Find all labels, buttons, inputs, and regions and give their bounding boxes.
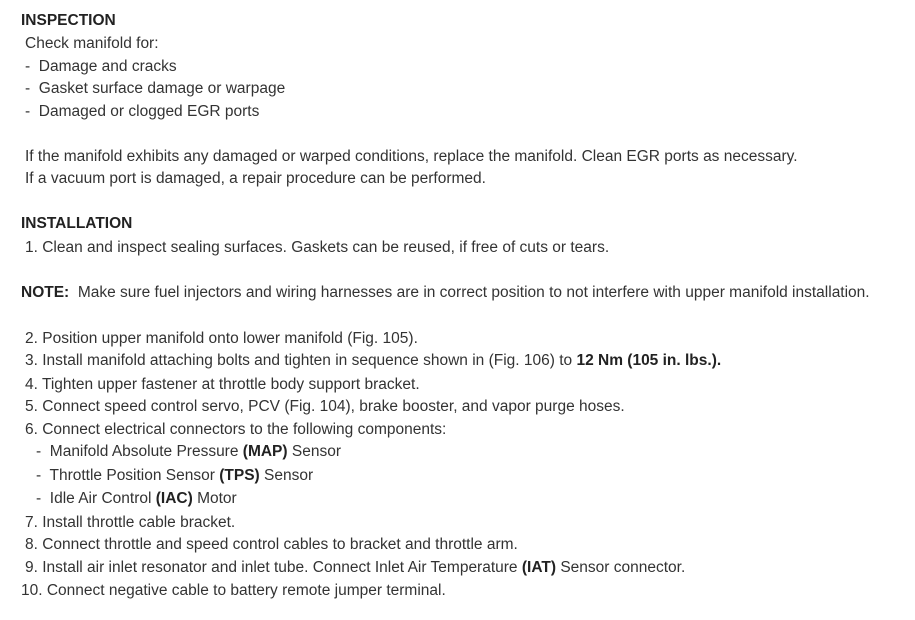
step-3-text: 3. Install manifold attaching bolts and tighten in sequence shown in (Fig. 106) to xyxy=(25,352,577,369)
component-suffix: Motor xyxy=(192,490,237,507)
note-label: NOTE: xyxy=(21,284,70,301)
inspection-paragraph-2: If a vacuum port is damaged, a repair procedure can be performed. xyxy=(25,170,486,187)
inspection-item: - Gasket surface damage or warpage xyxy=(25,80,286,97)
installation-step-3 xyxy=(25,350,721,372)
component-item: - Throttle Position Sensor (TPS) Sensor xyxy=(36,467,314,484)
installation-step-4: 4. Tighten upper fastener at throttle body support bracket. xyxy=(25,376,420,393)
component-item: - Idle Air Control (IAC) Motor xyxy=(36,490,237,507)
installation-step-9 xyxy=(25,557,685,579)
component-abbr: (TPS) xyxy=(219,467,260,484)
installation-note xyxy=(21,282,870,304)
installation-step-7: 7. Install throttle cable bracket. xyxy=(25,514,236,531)
inspection-item-text: Damaged or clogged EGR ports xyxy=(38,103,260,120)
note-text: Make sure fuel injectors and wiring harnesses are in correct position to not interfere with upper manifold installation. xyxy=(77,284,870,301)
torque-spec: 12 Nm (105 in. lbs.). xyxy=(576,352,722,369)
installation-step-1: 1. Clean and inspect sealing surfaces. Gaskets can be reused, if free of cuts or tears. xyxy=(25,239,610,256)
component-abbr: (IAC) xyxy=(155,490,193,507)
component-suffix: Sensor xyxy=(259,467,314,484)
component-text: Throttle Position Sensor xyxy=(49,467,220,484)
installation-step-2: 2. Position upper manifold onto lower manifold (Fig. 105). xyxy=(25,330,418,347)
installation-step-5: 5. Connect speed control servo, PCV (Fig. 104), brake booster, and vapor purge hoses. xyxy=(25,398,625,415)
installation-step-10: 10. Connect negative cable to battery remote jumper terminal. xyxy=(21,582,446,599)
inspection-paragraph-1: If the manifold exhibits any damaged or warped conditions, replace the manifold. Clean EGR ports as necessary. xyxy=(25,148,798,165)
component-text: Manifold Absolute Pressure xyxy=(49,443,243,460)
sensor-abbr: (IAT) xyxy=(521,559,557,576)
component-abbr: (MAP) xyxy=(242,443,288,460)
step-9-text: 9. Install air inlet resonator and inlet tube. Connect Inlet Air Temperature xyxy=(25,559,522,576)
inspection-heading: INSPECTION xyxy=(21,12,116,29)
installation-step-6: 6. Connect electrical connectors to the following components: xyxy=(25,421,447,438)
step-9-suffix: Sensor connector. xyxy=(556,559,686,576)
component-suffix: Sensor xyxy=(287,443,341,460)
inspection-item-text: Damage and cracks xyxy=(38,58,177,75)
inspection-item: - Damaged or clogged EGR ports xyxy=(25,103,260,120)
component-item: - Manifold Absolute Pressure (MAP) Sensor xyxy=(36,443,341,460)
inspection-item: - Damage and cracks xyxy=(25,58,177,75)
inspection-item-text: Gasket surface damage or warpage xyxy=(38,80,286,97)
inspection-intro: Check manifold for: xyxy=(25,35,159,52)
installation-step-8: 8. Connect throttle and speed control cables to bracket and throttle arm. xyxy=(25,536,518,553)
component-text: Idle Air Control xyxy=(49,490,156,507)
installation-heading: INSTALLATION xyxy=(21,215,133,232)
